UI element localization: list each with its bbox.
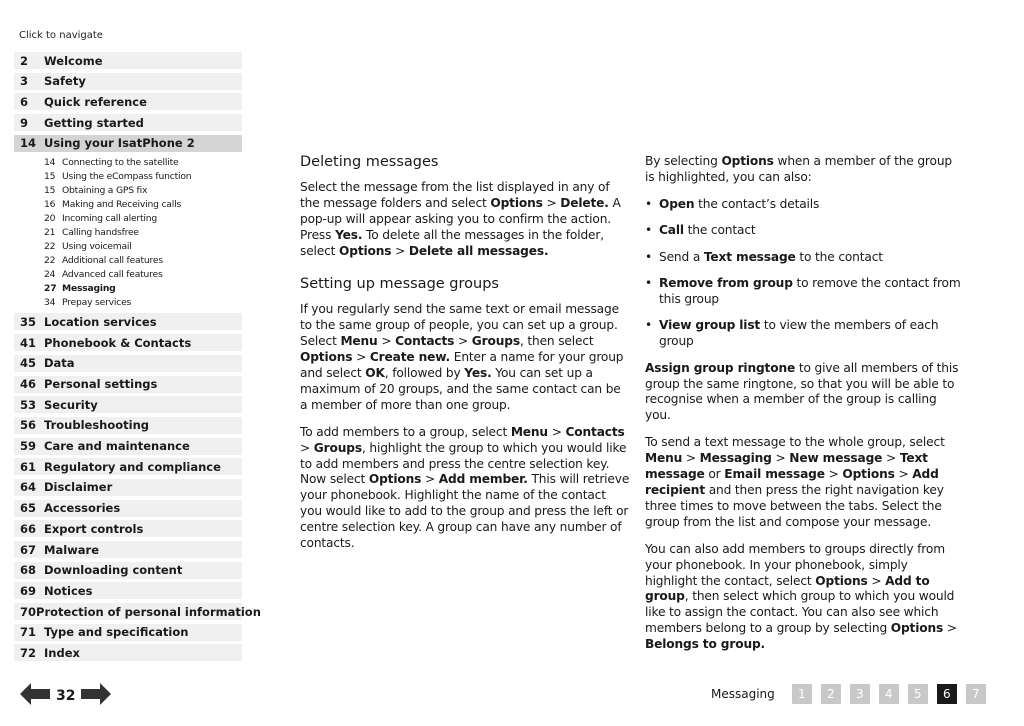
- toc-item-label: Accessories: [44, 501, 121, 516]
- content-column-left: [300, 155, 630, 563]
- emphasis: Assign group ringtone: [645, 360, 796, 375]
- toc-item-label: Protection of personal information: [36, 604, 261, 619]
- paragraph-highlight: [645, 154, 963, 186]
- toc-item-label: Getting started: [44, 115, 144, 130]
- emphasis: Options: [300, 350, 353, 365]
- click-to-navigate-label: Click to navigate: [19, 30, 103, 41]
- emphasis: Options: [842, 467, 895, 482]
- toc-item-label: Notices: [44, 583, 93, 598]
- list-item: [645, 276, 963, 308]
- toc-item-number: 2: [20, 53, 29, 68]
- text-run: , then select which group to which you would like to assign the contact. You can also see which members belong to a group by selecting: [645, 589, 955, 636]
- toc-subitem-label: Incoming call alerting: [62, 212, 158, 224]
- content-column-right: [645, 154, 963, 664]
- toc-item-number: 70: [20, 604, 37, 619]
- emphasis: Menu: [510, 424, 548, 439]
- page-tab-4[interactable]: 4: [879, 684, 899, 704]
- heading-deleting-messages: Deleting messages: [300, 154, 439, 170]
- emphasis: Add member.: [438, 472, 528, 487]
- text-run: This will retrieve your phonebook. Highlight the name of the contact you would like to add to the group and press the left or centre selection key. A group can have any number of contacts.: [300, 472, 630, 551]
- text-run: Select the message from the list displayed in any of the message folders and select: [300, 179, 610, 210]
- toc-subitem-number: 15: [44, 184, 56, 196]
- toc-item[interactable]: [14, 644, 242, 661]
- emphasis: Text message: [703, 249, 796, 264]
- text-run: >: [300, 440, 314, 455]
- toc-item[interactable]: [14, 52, 242, 69]
- emphasis: Options: [368, 472, 422, 487]
- page-tab-3[interactable]: 3: [850, 684, 870, 704]
- text-run: To add members to a group, select: [300, 424, 511, 439]
- toc-item-number: 69: [20, 583, 37, 598]
- text-run: A pop-up will appear asking you to confirm the action. Press: [300, 195, 621, 242]
- page-tab-7[interactable]: 7: [966, 684, 986, 704]
- toc-item-active[interactable]: [14, 135, 242, 152]
- toc-subitem-number: 21: [44, 226, 56, 238]
- toc-subitem[interactable]: [14, 281, 242, 295]
- toc-subitem-number: 16: [44, 198, 56, 210]
- toc-item[interactable]: [14, 624, 242, 641]
- toc-item-number: 45: [20, 356, 37, 371]
- toc-item[interactable]: [14, 334, 242, 351]
- emphasis: Yes.: [464, 365, 492, 380]
- toc-subitem-label: Making and Receiving calls: [62, 198, 182, 210]
- toc-item-number: 35: [20, 314, 37, 329]
- toc-item-label: Data: [44, 356, 75, 371]
- toc-item-number: 64: [20, 480, 37, 495]
- page-tab-5[interactable]: 5: [908, 684, 928, 704]
- list-item: [645, 318, 963, 350]
- text-run: If you regularly send the same text or email message to the same group of people, you can set up a group. Select: [300, 302, 619, 349]
- text-run: Enter a name for your group and select: [300, 350, 624, 380]
- table-of-contents: [14, 52, 261, 665]
- toc-subitem-label: Prepay services: [62, 296, 132, 308]
- toc-item[interactable]: [14, 603, 261, 620]
- toc-item-label: Regulatory and compliance: [44, 459, 221, 474]
- toc-item-label: Care and maintenance: [44, 439, 190, 454]
- toc-subitem-label: Messaging: [62, 282, 116, 294]
- toc-item-number: 14: [20, 136, 37, 151]
- emphasis: Add recipient: [645, 467, 939, 497]
- toc-item-number: 71: [20, 625, 37, 640]
- text-run: >: [943, 621, 957, 636]
- toc-item-label: Quick reference: [44, 94, 147, 109]
- toc-item[interactable]: [14, 417, 242, 434]
- text-run: >: [421, 472, 439, 487]
- emphasis: OK: [365, 365, 385, 380]
- toc-subitem-number: 27: [44, 282, 57, 294]
- text-run: , then select: [519, 334, 594, 349]
- toc-subitem-label: Connecting to the satellite: [62, 156, 179, 168]
- heading-message-groups: Setting up message groups: [300, 276, 499, 293]
- toc-item-label: Using your IsatPhone 2: [44, 136, 195, 151]
- toc-subitem[interactable]: [14, 155, 242, 169]
- text-run: >: [824, 467, 843, 482]
- toc-subitem-number: 20: [44, 212, 56, 224]
- toc-item-number: 46: [20, 377, 37, 391]
- page-tab-6[interactable]: 6: [937, 684, 957, 704]
- text-run: >: [894, 467, 913, 482]
- toc-item-number: 9: [20, 115, 29, 130]
- emphasis: Contacts: [565, 424, 625, 439]
- paragraph-send-group: [645, 435, 963, 530]
- options-list: [645, 197, 963, 350]
- emphasis: Delete all messages.: [408, 243, 549, 258]
- text-run: >: [391, 243, 409, 258]
- text-run: By selecting: [645, 154, 722, 168]
- text-run: >: [377, 334, 396, 349]
- toc-item-number: 72: [20, 645, 37, 660]
- page-number: 32: [56, 688, 76, 704]
- section-footer: [711, 684, 986, 704]
- text-run: to view the members of each group: [659, 318, 939, 349]
- toc-item-number: 6: [20, 94, 29, 109]
- toc-subitem-number: 24: [44, 268, 56, 280]
- toc-subitem[interactable]: [14, 169, 242, 183]
- text-run: >: [882, 451, 900, 466]
- toc-item[interactable]: [14, 93, 242, 110]
- emphasis: Menu: [645, 451, 683, 466]
- toc-item-label: Location services: [44, 314, 157, 329]
- toc-subitem-number: 22: [44, 254, 56, 266]
- text-run: >: [352, 350, 370, 365]
- text-run: You can also add members to groups directly from your phonebook. In your phonebook, simply highlight the contact, select: [645, 541, 945, 588]
- toc-item[interactable]: [14, 73, 242, 90]
- page-tab-2[interactable]: 2: [821, 684, 841, 704]
- toc-item-label: Type and specification: [44, 625, 189, 640]
- toc-subitem[interactable]: [14, 267, 242, 281]
- toc-subitem-label: Using the eCompass function: [62, 170, 192, 182]
- emphasis: Text message: [645, 451, 928, 482]
- toc-item-number: 41: [20, 335, 37, 350]
- toc-sublist: [14, 155, 242, 309]
- toc-subitem-label: Additional call features: [62, 254, 163, 266]
- list-item: [645, 197, 963, 213]
- text-run: >: [771, 451, 790, 466]
- toc-item-label: Troubleshooting: [44, 418, 150, 433]
- text-run: , followed by: [384, 365, 465, 380]
- text-run: >: [682, 451, 700, 466]
- toc-item-number: 61: [20, 459, 37, 474]
- text-run: and then press the right navigation key three times to move between the tabs. Select the group from the list and compose your message.: [645, 483, 944, 529]
- emphasis: Messaging: [699, 451, 772, 466]
- toc-subitem[interactable]: [14, 225, 242, 239]
- emphasis: Open: [659, 196, 695, 211]
- toc-subitem-number: 15: [44, 170, 56, 182]
- text-run: >: [547, 424, 566, 439]
- text-run: >: [454, 334, 472, 349]
- text-run: Send a: [659, 249, 704, 264]
- emphasis: Add to group: [645, 573, 930, 604]
- toc-subitem[interactable]: [14, 239, 242, 253]
- text-run: when a member of the group is highlighted, you can also:: [645, 154, 952, 184]
- toc-item[interactable]: [14, 396, 242, 413]
- toc-subitem-number: 14: [44, 156, 56, 168]
- toc-item[interactable]: [14, 541, 242, 558]
- emphasis: Options: [890, 621, 944, 636]
- toc-item[interactable]: [14, 114, 242, 131]
- toc-item-label: Welcome: [44, 53, 103, 68]
- emphasis: Options: [721, 154, 774, 168]
- emphasis: Menu: [340, 334, 378, 349]
- text-run: to the contact: [795, 249, 883, 264]
- emphasis: View group list: [659, 318, 761, 333]
- emphasis: Belongs to group.: [645, 637, 766, 652]
- toc-subitem[interactable]: [14, 211, 242, 225]
- text-run: >: [867, 573, 886, 588]
- page-navigation: [20, 683, 111, 709]
- paragraph-ringtone: [645, 361, 963, 425]
- toc-item[interactable]: [14, 458, 242, 475]
- emphasis: Options: [490, 195, 543, 210]
- paragraph-add-members: [300, 425, 630, 552]
- toc-item-label: Safety: [44, 74, 86, 89]
- toc-subitem-label: Advanced call features: [62, 268, 163, 280]
- toc-item-label: Downloading content: [44, 563, 183, 578]
- emphasis: Groups: [313, 440, 362, 455]
- emphasis: Contacts: [395, 334, 455, 349]
- toc-item-number: 67: [20, 542, 37, 557]
- toc-subitem[interactable]: [14, 253, 242, 267]
- emphasis: Email message: [724, 467, 825, 482]
- emphasis: Call: [659, 223, 684, 238]
- toc-subitem-label: Using voicemail: [62, 240, 132, 252]
- emphasis: Create new.: [369, 350, 451, 365]
- toc-item-label: Index: [44, 645, 80, 660]
- list-item: [645, 223, 963, 239]
- toc-item[interactable]: [14, 355, 242, 372]
- text-run: To delete all the messages in the folder, select: [300, 227, 604, 258]
- toc-item-number: 59: [20, 439, 37, 454]
- toc-subitem-number: 34: [44, 296, 56, 308]
- toc-item-label: Personal settings: [44, 377, 158, 391]
- toc-item[interactable]: [14, 376, 242, 393]
- toc-item-number: 65: [20, 501, 37, 516]
- section-label: Messaging: [711, 687, 775, 701]
- toc-item-label: Disclaimer: [44, 480, 113, 495]
- text-run: >: [542, 195, 561, 210]
- list-item: [645, 250, 963, 266]
- toc-item-label: Export controls: [44, 521, 144, 536]
- toc-item-label: Phonebook & Contacts: [44, 335, 192, 350]
- text-run: To send a text message to the whole group, select: [645, 435, 945, 450]
- toc-subitem-label: Obtaining a GPS fix: [62, 184, 148, 196]
- text-run: or: [704, 467, 725, 482]
- toc-subitem[interactable]: [14, 183, 242, 197]
- toc-item[interactable]: [14, 582, 242, 599]
- text-run: the contact’s details: [694, 196, 820, 211]
- emphasis: Delete.: [560, 195, 609, 210]
- toc-item[interactable]: [14, 438, 242, 455]
- emphasis: Groups: [471, 334, 520, 349]
- toc-item[interactable]: [14, 313, 242, 330]
- toc-subitem-number: 22: [44, 240, 56, 252]
- toc-item[interactable]: [14, 520, 242, 537]
- toc-subitem[interactable]: [14, 197, 242, 211]
- paragraph-phonebook: [645, 542, 963, 653]
- toc-subitem[interactable]: [14, 295, 242, 309]
- toc-item[interactable]: [14, 479, 242, 496]
- forward-arrow-icon[interactable]: [81, 683, 111, 709]
- toc-item-number: 68: [20, 563, 37, 578]
- text-run: , highlight the group to which you would like to add members and press the centre selection key. Now select: [300, 440, 627, 487]
- text-run: to remove the contact from this group: [659, 276, 961, 306]
- text-run: to give all members of this group the same ringtone, so that you will be able to recognise when a member of the group is calling you.: [645, 360, 959, 423]
- toc-item-number: 3: [20, 74, 29, 89]
- toc-item-number: 66: [20, 521, 37, 536]
- emphasis: Yes.: [335, 227, 363, 242]
- emphasis: Options: [815, 573, 868, 588]
- toc-item[interactable]: [14, 562, 242, 579]
- paragraph-groups-intro: [300, 302, 630, 413]
- text-run: You can set up a maximum of 20 groups, and the same contact can be a member of more than one group.: [300, 365, 621, 412]
- page-tab-1[interactable]: 1: [792, 684, 812, 704]
- back-arrow-icon[interactable]: [20, 683, 50, 709]
- toc-subitem-label: Calling handsfree: [62, 226, 139, 238]
- emphasis: New message: [789, 451, 883, 466]
- text-run: the contact: [683, 223, 756, 238]
- paragraph-delete: [300, 180, 630, 260]
- toc-item-number: 56: [20, 418, 37, 433]
- toc-item-label: Malware: [44, 542, 100, 557]
- toc-item-number: 53: [20, 397, 37, 412]
- emphasis: Remove from group: [659, 276, 793, 291]
- emphasis: Options: [339, 243, 392, 258]
- toc-item-label: Security: [44, 397, 98, 412]
- toc-item[interactable]: [14, 500, 242, 517]
